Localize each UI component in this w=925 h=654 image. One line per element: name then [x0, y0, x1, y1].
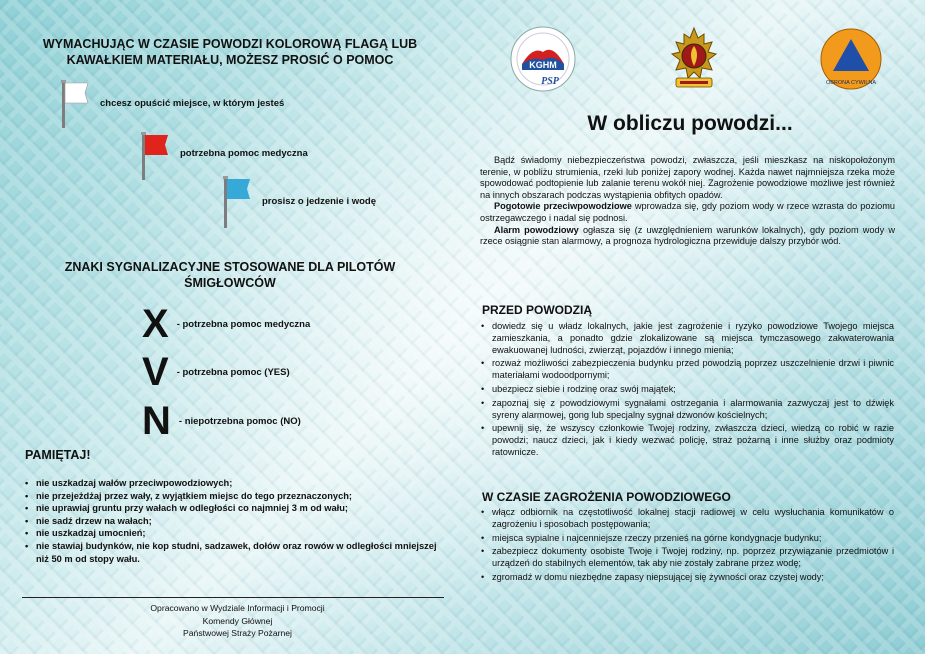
list-item: • miejsca sypialne i najcenniejsze rzeczy przenieś na górne kondygnacje budynku; [480, 533, 894, 545]
kghm-logo-icon [508, 24, 578, 99]
list-item: • nie uszkadzaj umocnień; [22, 527, 442, 540]
list-item: • zgromadź w domu niezbędne zapasy niepsującej się żywności oraz czystej wody; [480, 572, 894, 584]
logo3-text: OBRONA CYWILNA [825, 80, 877, 86]
intro-term: Pogotowie przeciwpowodziowe [494, 201, 632, 212]
white-flag-icon [56, 78, 92, 130]
credits-line: Opracowano w Wydziale Informacji i Promocji [150, 603, 325, 613]
section-list-before [480, 321, 894, 461]
section-heading-during: W CZASIE ZAGROŻENIA POWODZIOWEGO [482, 490, 731, 504]
signal-letter-x: X [142, 302, 169, 346]
flag-label-white: chcesz opuścić miejsce, w którym jesteś [100, 98, 285, 109]
flags-heading: WYMACHUJĄC W CZASIE POWODZI KOLOROWĄ FLAGĄ LUB KAWAŁKIEM MATERIAŁU, MOŻESZ PROSIĆ O POMOC [42, 37, 418, 67]
signal-label-v: - potrzebna pomoc (YES) [176, 366, 290, 378]
list-item: • ubezpiecz siebie i rodzinę oraz swój majątek; [480, 384, 894, 396]
blue-flag-icon [218, 174, 254, 230]
credits-line: Państwowej Straży Pożarnej [183, 628, 292, 638]
list-item: • zapoznaj się z powodziowymi sygnałami ostrzegania i alarmowania zazwyczaj jest to dźwięk syreny alarmowej, gong lub specjalny sygnał dzwonów kościelnych; [480, 398, 894, 422]
signal-letter-n: N [142, 399, 171, 443]
credits-line: Komendy Głównej [202, 615, 273, 626]
section-heading-before: PRZED POWODZIĄ [482, 303, 592, 317]
list-item: • upewnij się, że wszyscy członkowie Twojej rodziny, zwłaszcza dzieci, wiedzą co robić w razie powodzi; naucz dzieci, jak i kiedy wezwać policję, straż pożarną i inne służby oraz podmioty ratownicze. [480, 423, 894, 458]
signal-x [142, 304, 310, 344]
list-item: • nie uprawiaj gruntu przy wałach w odległości co najmniej 3 m od wału; [22, 502, 442, 515]
list-item: • nie sadź drzew na wałach; [22, 515, 442, 528]
remember-list [22, 477, 442, 565]
intro-paragraph [480, 225, 895, 248]
intro-paragraph: Bądź świadomy niebezpieczeństwa powodzi, zwłaszcza, jeśli mieszkasz na niskopołożonym terenie, w pobliżu strumienia, rzeki lub poniżej zapory wodnej. Każda nawet najmniejsza rzeka może spowodować podtopienie lub zalanie terenu wokół niej. Zagrożenie powodziowe możliwe jest również na innych obszarach podczas wystąpienia obfitych opadów. [480, 155, 895, 200]
page-title: W obliczu powodzi... [587, 112, 793, 135]
signal-n [142, 401, 301, 441]
flag-label-red: potrzebna pomoc medyczna [180, 148, 308, 159]
signal-v [142, 352, 290, 392]
section-list-during [480, 507, 894, 586]
signal-label-x: - potrzebna pomoc medyczna [176, 318, 311, 330]
signal-letter-v: V [142, 350, 169, 394]
list-item: • dowiedz się u władz lokalnych, jakie jest zagrożenie i ryzyko powodziowe Twojego miejsca zamieszkania, a ponadto gdzie zlokalizowane są miejsca tymczasowego zakwaterowania ewakuowanej ludności, zwierząt, pojazdów i innego mienia; [480, 321, 894, 356]
logo1-text: KGHM [529, 60, 557, 70]
flag-item-blue [218, 174, 376, 230]
intro-text [480, 155, 895, 248]
intro-term-text: wprowadza się, gdy poziom wody w rzece wzrasta do poziomu ostrzegawczego i nadal się podnosi. [480, 201, 896, 223]
civil-defense-logo-icon [818, 26, 884, 97]
credits [100, 602, 375, 640]
red-flag-icon [136, 130, 172, 182]
list-item: • nie przejeżdżaj przez wały, z wyjątkiem miejsc do tego przeznaczonych; [22, 490, 442, 503]
signal-label-n: - niepotrzebna pomoc (NO) [178, 415, 301, 427]
intro-paragraph [480, 201, 895, 224]
list-item: • włącz odbiornik na częstotliwość lokalnej stacji radiowej w celu wysłuchania komunikatów o zagrożeniu i sposobach postępowania; [480, 507, 894, 531]
logo1-sub: PSP [541, 76, 559, 87]
list-item: • rozważ możliwości zabezpieczenia budynku przed powodzią poprzez uszczelnienie drzwi i piwnic materiałami wodoodpornymi; [480, 358, 894, 382]
fire-brigade-emblem-icon [664, 24, 724, 101]
signals-heading: ZNAKI SYGNALIZACYJNE STOSOWANE DLA PILOTÓW ŚMIGŁOWCÓW [64, 260, 396, 290]
remember-heading: PAMIĘTAJ! [25, 448, 91, 462]
flag-item-white [56, 78, 284, 130]
intro-term-text: ogłasza się (z uwzględnieniem warunków lokalnych), gdy poziom wody w rzece osiągnie stan alarmowy, a prognoza hydrologiczna przewiduje dalszy przybór wód. [480, 224, 895, 247]
list-item: • zabezpiecz dokumenty osobiste Twoje i Twojej rodziny, np. poprzez przywiązanie przedmiotów i urządzeń do stabilnych elementów, tak aby nie zostały zabrane przez wodę; [480, 546, 894, 570]
intro-term: Alarm powodziowy [494, 224, 579, 235]
list-item: • nie stawiaj budynków, nie kop studni, sadzawek, dołów oraz rowów w odległości mniejszej niż 50 m od stopy wału. [22, 540, 442, 565]
divider [22, 597, 444, 598]
flag-label-blue: prosisz o jedzenie i wodę [262, 196, 377, 207]
list-item: • nie uszkadzaj wałów przeciwpowodziowych; [22, 477, 442, 490]
